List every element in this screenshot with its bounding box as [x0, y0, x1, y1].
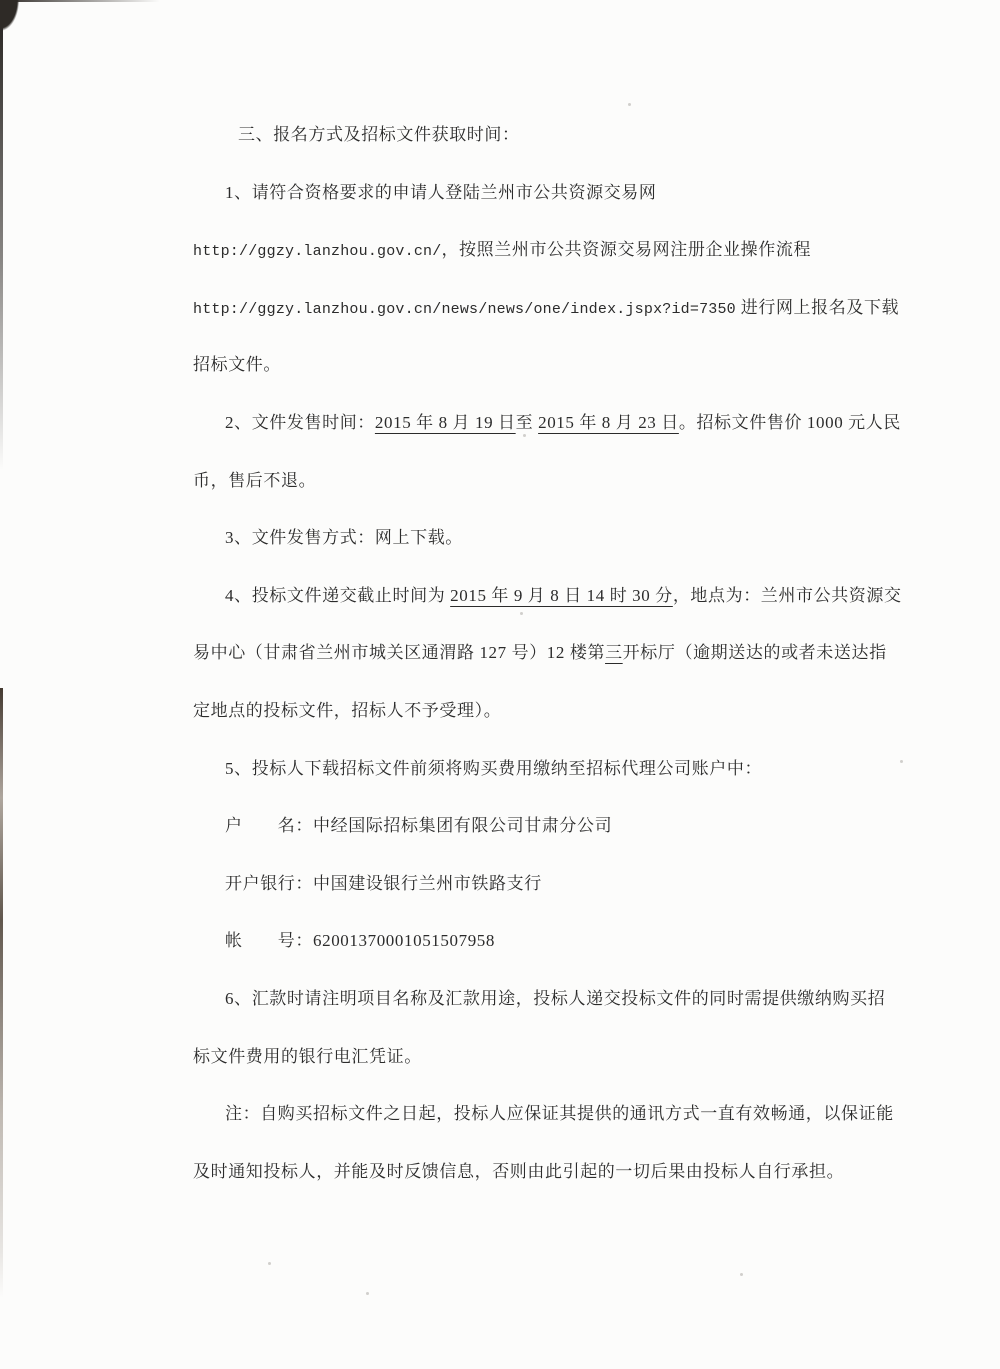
scan-speck — [268, 1262, 271, 1265]
url-line-2 — [193, 279, 900, 337]
text-segment: 2、文件发售时间： — [225, 412, 375, 432]
text-segment: 易中心（甘肃省兰州市城关区通渭路 127 号）12 楼第 — [193, 643, 606, 663]
document-body — [193, 106, 902, 1200]
item-5 — [193, 740, 893, 798]
continuation-line — [193, 452, 893, 510]
underlined-text: 2015 年 8 月 19 日 — [374, 412, 516, 432]
underlined-text: 三 — [605, 643, 623, 663]
scan-speck — [366, 1292, 369, 1295]
text-segment: 注：自购买招标文件之日起，投标人应保证其提供的通讯方式一直有效畅通，以保证能 — [225, 1104, 894, 1124]
text-segment: 标文件费用的银行电汇凭证。 — [193, 1046, 422, 1066]
text-segment: 帐 号：62001370001051507958 — [225, 931, 495, 951]
continuation-line — [193, 336, 893, 394]
scan-edge-left-lower — [0, 688, 3, 1298]
text-segment: 定地点的投标文件，招标人不予受理）。 — [193, 700, 502, 720]
account-number-line — [193, 912, 893, 970]
text-segment: 开标厅（逾期送达的或者未送达指 — [622, 643, 887, 663]
section-heading — [193, 106, 893, 164]
text-segment: ，按照兰州市公共资源交易网注册企业操作流程 — [441, 240, 812, 260]
text-segment: 开户银行：中国建设银行兰州市铁路支行 — [225, 873, 542, 893]
text-segment: ，地点为：兰州市公共资源交 — [672, 585, 902, 605]
text-segment: 6、汇款时请注明项目名称及汇款用途，投标人递交投标文件的同时需提供缴纳购买招 — [225, 988, 886, 1008]
text-segment: 至 — [515, 412, 539, 432]
scan-speck — [740, 1273, 743, 1276]
account-name-line — [193, 797, 893, 855]
item-2 — [193, 394, 901, 452]
continuation-line — [193, 624, 893, 682]
text-segment: 招标文件。 — [193, 355, 281, 375]
bank-line — [193, 855, 893, 913]
url-line-1 — [193, 221, 893, 279]
text-segment: 进行网上报名及下载 — [735, 297, 900, 317]
continuation-line — [193, 1028, 893, 1086]
text-segment: 三、报名方式及招标文件获取时间： — [238, 125, 520, 144]
url-text: http://ggzy.lanzhou.gov.cn/news/news/one/index.jspx?id=7350 — [193, 300, 736, 318]
scan-edge-left-upper — [0, 0, 3, 470]
text-segment: 户 名：中经国际招标集团有限公司甘肃分公司 — [225, 816, 613, 836]
continuation-line — [193, 682, 893, 740]
text-segment: 1、请符合资格要求的申请人登陆兰州市公共资源交易网 — [225, 182, 657, 202]
url-text: http://ggzy.lanzhou.gov.cn/ — [193, 243, 442, 261]
text-segment: 币，售后不退。 — [193, 470, 317, 490]
text-segment: 。招标文件售价 1000 元人民 — [678, 412, 901, 432]
text-segment: 4、投标文件递交截止时间为 — [225, 585, 451, 605]
text-segment: 及时通知投标人，并能及时反馈信息，否则由此引起的一切后果由投标人自行承担。 — [193, 1161, 845, 1181]
text-segment: 3、文件发售方式：网上下载。 — [225, 528, 463, 548]
item-6 — [193, 970, 893, 1028]
item-4 — [193, 567, 902, 625]
underlined-text: 2015 年 8 月 23 日 — [538, 412, 679, 432]
underlined-text: 2015 年 9 月 8 日 14 时 30 分 — [450, 585, 673, 605]
item-3 — [193, 509, 893, 567]
scan-speck — [900, 760, 903, 763]
scan-corner-artifact — [0, 0, 30, 50]
text-segment: 5、投标人下载招标文件前须将购买费用缴纳至招标代理公司账户中： — [225, 758, 763, 778]
note-line — [193, 1085, 893, 1143]
continuation-line — [193, 1143, 893, 1201]
item-1 — [193, 164, 893, 222]
